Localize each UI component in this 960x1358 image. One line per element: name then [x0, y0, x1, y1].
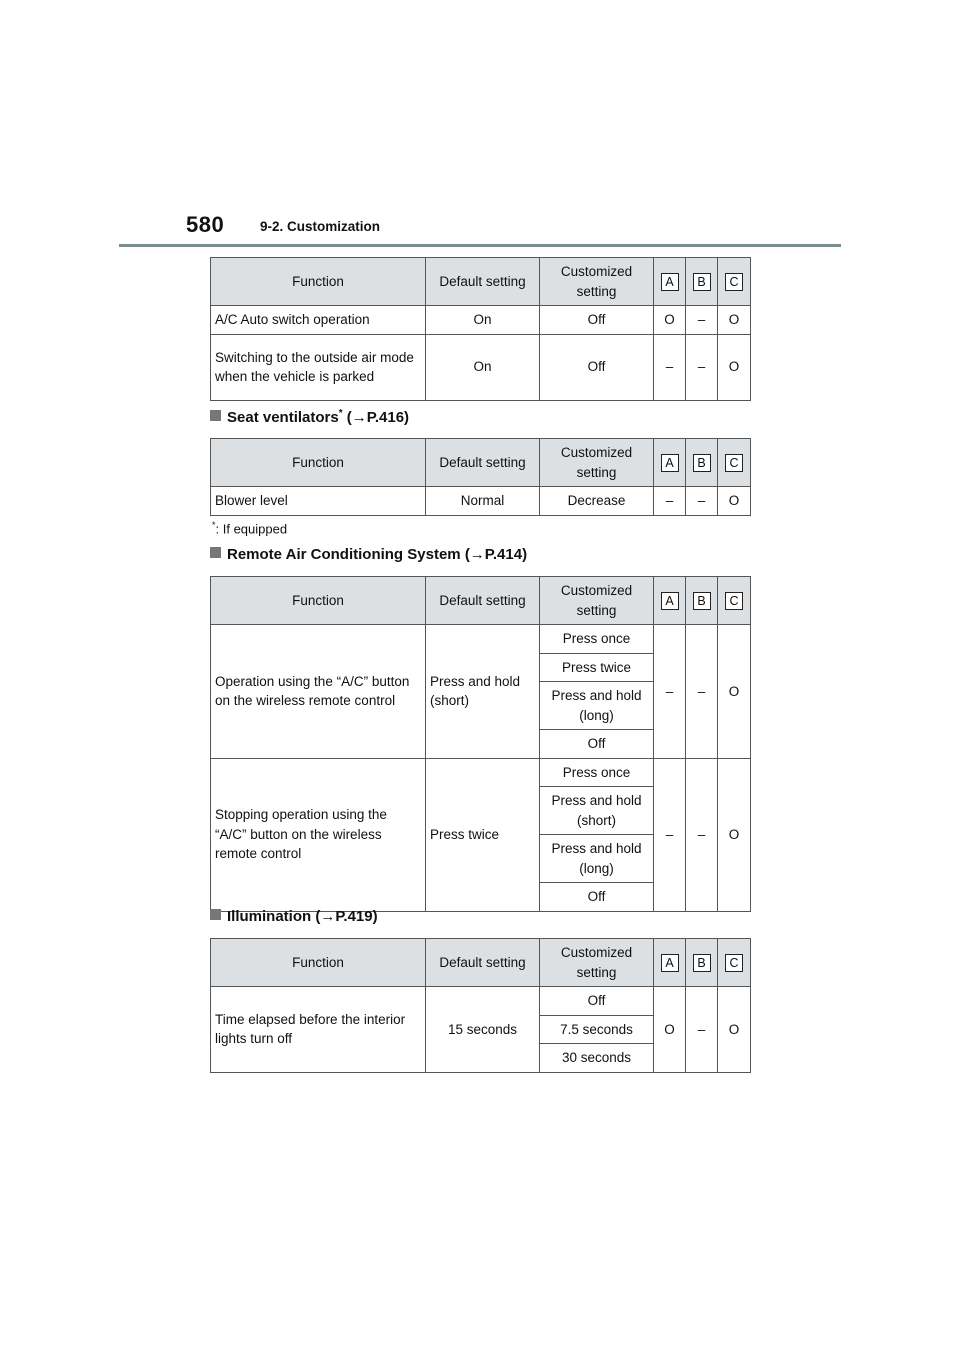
table-row: 7.5 seconds: [211, 1015, 751, 1044]
table-row: Switching to the outside air mode when the vehicle is parked On Off – – O: [211, 334, 751, 400]
page-number: 580: [186, 212, 225, 237]
table-row: Press and hold (long): [211, 682, 751, 730]
table-row: Time elapsed before the interior lights turn off 15 seconds Off O – O: [211, 987, 751, 1016]
table-row: Stopping operation using the “A/C” button on the wireless remote control Press twice Press once – – O: [211, 758, 751, 787]
header-default: Default setting: [426, 258, 540, 306]
table-row: Off: [211, 883, 751, 912]
table-row: Off: [211, 730, 751, 759]
table-row: 30 seconds: [211, 1044, 751, 1073]
remote-ac-heading: Remote Air Conditioning System (→P.414): [210, 546, 527, 563]
table-header-row: [211, 258, 751, 306]
header-customized: Customized setting: [540, 258, 654, 306]
ac-settings-table: [210, 257, 751, 401]
table-row: Press twice: [211, 653, 751, 682]
illumination-heading: Illumination (→P.419): [210, 908, 378, 925]
table-header-row: Function Default setting Customized setting A B C: [211, 439, 751, 487]
table-row: Blower level Normal Decrease – – O: [211, 487, 751, 516]
table-row: Press and hold (long): [211, 835, 751, 883]
heading-bullet: [210, 410, 221, 421]
page-reference-link[interactable]: (→P.414): [464, 546, 528, 563]
table-row: Operation using the “A/C” button on the wireless remote control Press and hold (short) Press once – – O: [211, 625, 751, 654]
seat-ventilators-table: [210, 438, 751, 516]
table-header-row: Function Default setting Customized setting A B C: [211, 577, 751, 625]
table-row: Press and hold (short): [211, 787, 751, 835]
header-a: A: [661, 273, 679, 291]
table-header-row: Function Default setting Customized setting A B C: [211, 939, 751, 987]
section-title: 9-2. Customization: [260, 219, 381, 234]
page-reference-link[interactable]: (→P.419): [315, 908, 378, 925]
seat-ventilators-heading: Seat ventilators* (→P.416): [210, 408, 409, 426]
page-reference-link[interactable]: (→P.416): [346, 409, 410, 426]
header-c: C: [725, 273, 743, 291]
remote-ac-table: [210, 576, 751, 912]
header-function: Function: [211, 258, 426, 306]
heading-bullet: [210, 909, 221, 920]
footnote: *: If equipped: [212, 520, 288, 537]
header-b: B: [693, 273, 711, 291]
header-divider: [119, 244, 841, 247]
illumination-table: [210, 938, 751, 1073]
table-row: A/C Auto switch operation On Off O – O: [211, 306, 751, 335]
heading-bullet: [210, 547, 221, 558]
